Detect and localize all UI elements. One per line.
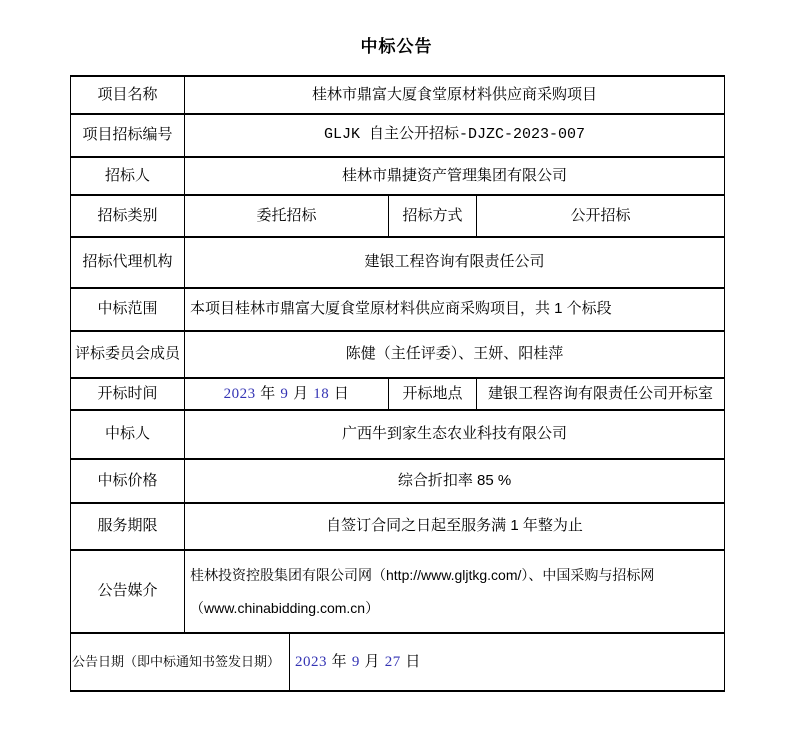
announcement-date-year-unit: 年 — [327, 652, 352, 670]
service-period-value: 自签订合同之日起至服务满 1 年整为止 — [185, 503, 725, 550]
row-tender-category — [71, 195, 725, 237]
project-name-value: 桂林市鼎富大厦食堂原材料供应商采购项目 — [185, 76, 725, 114]
row-announcement-media — [71, 550, 725, 633]
announcement-date-label: 公告日期（即中标通知书签发日期） — [71, 633, 290, 691]
winner-value: 广西牛到家生态农业科技有限公司 — [185, 410, 725, 459]
winner-label: 中标人 — [71, 410, 185, 459]
row-evaluation-committee — [71, 331, 725, 378]
announcement-date-value — [290, 633, 725, 691]
project-name-label: 项目名称 — [71, 76, 185, 114]
tender-category-value: 委托招标 — [185, 195, 389, 237]
tender-category-label: 招标类别 — [71, 195, 185, 237]
announcement-media-label: 公告媒介 — [71, 550, 185, 633]
announcement-date-day: 27 — [384, 653, 401, 670]
award-price-value: 综合折扣率 85 % — [185, 459, 725, 503]
bid-opening-year: 2023 — [223, 385, 256, 402]
tenderer-label: 招标人 — [71, 157, 185, 195]
agency-value: 建银工程咨询有限责任公司 — [185, 237, 725, 288]
tender-method-value: 公开招标 — [477, 195, 725, 237]
bid-opening-time-value — [185, 378, 389, 410]
tenderer-value: 桂林市鼎捷资产管理集团有限公司 — [185, 157, 725, 195]
row-service-period — [71, 503, 725, 550]
announcement-table — [70, 75, 725, 692]
bid-opening-day-unit: 日 — [329, 384, 350, 402]
bid-opening-year-unit: 年 — [255, 384, 281, 402]
row-announcement-date — [71, 633, 725, 691]
announcement-media-line1: 桂林投资控股集团有限公司网（http://www.gljtkg.com/）、中国采购与招标网 — [190, 566, 655, 583]
row-bid-opening — [71, 378, 725, 410]
service-period-label: 服务期限 — [71, 503, 185, 550]
bid-opening-month: 9 — [280, 385, 289, 402]
bid-opening-time-label: 开标时间 — [71, 378, 185, 410]
announcement-date-month: 9 — [351, 653, 360, 670]
page-title: 中标公告 — [360, 37, 433, 56]
evaluation-committee-value: 陈健（主任评委）、王妍、阳桂萍 — [185, 331, 725, 378]
bid-opening-month-unit: 月 — [288, 384, 314, 402]
agency-label: 招标代理机构 — [71, 237, 185, 288]
row-project-name — [71, 76, 725, 114]
tender-method-label: 招标方式 — [389, 195, 477, 237]
row-award-scope — [71, 288, 725, 331]
announcement-date-year: 2023 — [295, 653, 327, 670]
bid-opening-place-value: 建银工程咨询有限责任公司开标室 — [477, 378, 725, 410]
bid-opening-place-label: 开标地点 — [389, 378, 477, 410]
announcement-date-day-unit: 日 — [400, 652, 421, 670]
award-price-label: 中标价格 — [71, 459, 185, 503]
bid-opening-day: 18 — [313, 385, 330, 402]
bid-number-value: GLJK 自主公开招标-DJZC-2023-007 — [185, 114, 725, 157]
announcement-media-value — [185, 550, 725, 633]
evaluation-committee-label: 评标委员会成员 — [71, 331, 185, 378]
row-bid-number — [71, 114, 725, 157]
row-winner — [71, 410, 725, 459]
award-scope-label: 中标范围 — [71, 288, 185, 331]
bid-number-label: 项目招标编号 — [71, 114, 185, 157]
row-award-price — [71, 459, 725, 503]
announcement-date-month-unit: 月 — [359, 652, 385, 670]
row-agency — [71, 237, 725, 288]
row-tenderer — [71, 157, 725, 195]
award-scope-value: 本项目桂林市鼎富大厦食堂原材料供应商采购项目，共 1 个标段 — [185, 288, 725, 331]
announcement-media-line2: （www.chinabidding.com.cn） — [190, 599, 380, 616]
